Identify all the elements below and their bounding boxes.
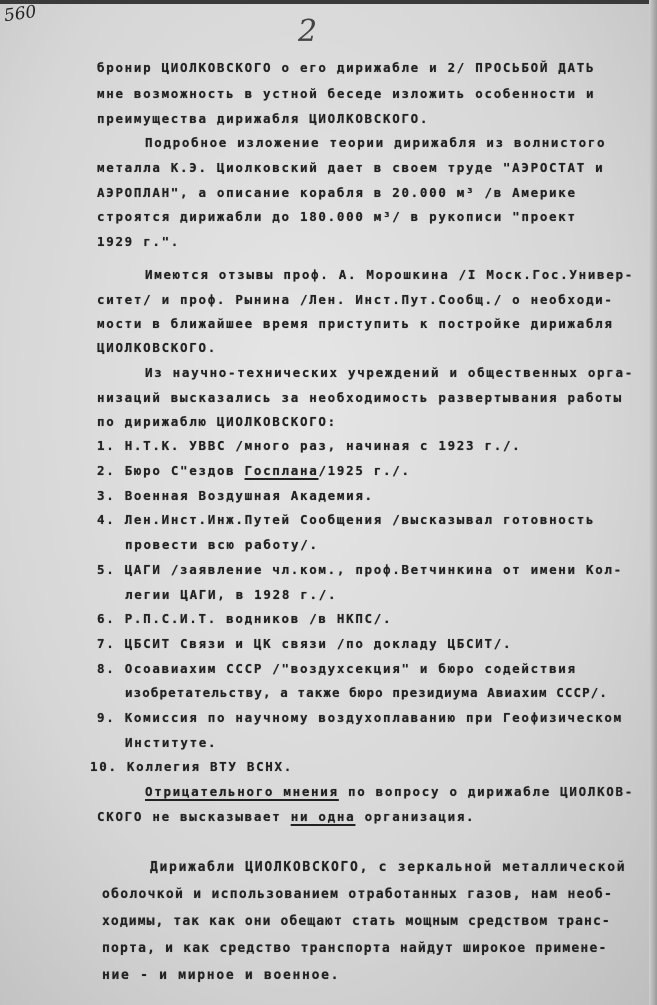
list-text: Бюро С"ездов bbox=[124, 463, 245, 478]
underlined-text: ни одна bbox=[290, 809, 356, 824]
list-item bbox=[97, 661, 577, 676]
text-span: СКОГО не высказывает bbox=[97, 809, 291, 824]
list-item-continuation: провести всю работу/. bbox=[125, 537, 319, 552]
list-text: Военная Воздушная Академия. bbox=[124, 488, 374, 503]
text-line: Имеются отзывы проф. А. Морошкина /I Моск.Гос.Универ- bbox=[145, 267, 634, 282]
scan-edge bbox=[649, 0, 657, 1005]
list-number: 1. bbox=[97, 438, 116, 453]
list-number: 6. bbox=[97, 611, 116, 626]
text-line: Дирижабли ЦИОЛКОВСКОГО, с зеркальной металлической bbox=[150, 860, 627, 875]
text-span: организация. bbox=[355, 809, 476, 824]
underlined-text: Отрицательного мнения bbox=[145, 784, 339, 799]
list-text: Н.Т.К. УВВС /много раз, начиная с 1923 г./. bbox=[124, 438, 522, 453]
list-item bbox=[97, 463, 411, 478]
list-item bbox=[97, 611, 392, 626]
list-text: ЦАГИ /заявление чл.ком., проф.Ветчинкина от имени Кол- bbox=[124, 562, 623, 577]
text-line: ситет/ и проф. Рынина /Лен. Инст.Пут.Сообщ./ о необходи- bbox=[97, 292, 614, 307]
list-text: Комиссия по научному воздухоплаванию при Геофизическом bbox=[124, 710, 623, 725]
list-number: 4. bbox=[97, 512, 116, 527]
list-item bbox=[97, 710, 623, 725]
text-line: мне возможность в устной беседе изложить особенности и bbox=[97, 86, 596, 101]
list-item bbox=[97, 512, 595, 527]
list-number: 3. bbox=[97, 488, 116, 503]
list-number: 7. bbox=[97, 636, 116, 651]
list-item-continuation: Институте. bbox=[125, 735, 218, 750]
underlined-text: Госплана bbox=[244, 463, 319, 478]
text-line: АЭРОПЛАН", а описание корабля в 20.000 м³ /в Америке bbox=[97, 185, 577, 200]
scan-edge bbox=[0, 0, 657, 4]
list-item-continuation: изобретательству, а также бюро президиума Авиахим СССР/. bbox=[125, 685, 609, 700]
text-line: по дирижаблю ЦИОЛКОВСКОГО: bbox=[97, 414, 337, 429]
list-item bbox=[97, 438, 521, 453]
list-text: Лен.Инст.Инж.Путей Сообщения /высказывал готовность bbox=[124, 512, 596, 527]
text-line: 1929 г.". bbox=[97, 234, 181, 249]
list-number: 10. bbox=[90, 759, 118, 774]
list-text: /1925 г./. bbox=[318, 463, 411, 478]
list-text: Осоавиахим СССР /"воздухсекция" и бюро содействия bbox=[124, 661, 577, 676]
list-text: Р.П.С.И.Т. водников /в НКПС/. bbox=[124, 611, 393, 626]
list-item bbox=[97, 488, 374, 503]
list-number: 8. bbox=[97, 661, 116, 676]
text-line: низаций высказались за необходимость развертывания работы bbox=[97, 390, 623, 405]
list-text: ЦБСИТ Связи и ЦК связи /по докладу ЦБСИТ/. bbox=[124, 636, 513, 651]
list-number: 5. bbox=[97, 562, 116, 577]
list-number: 9. bbox=[97, 710, 116, 725]
handwritten-sheet-number: 2 bbox=[298, 14, 318, 49]
text-line: порта, и как средство транспорта найдут широкое примене- bbox=[102, 941, 608, 956]
text-line: преимущества дирижабля ЦИОЛКОВСКОГО. bbox=[97, 111, 430, 126]
list-number: 2. bbox=[97, 463, 116, 478]
text-line bbox=[97, 809, 475, 824]
list-text: Коллегия ВТУ ВСНХ. bbox=[126, 759, 293, 774]
text-line: оболочкой и использованием отработанных газов, нам необ- bbox=[102, 887, 614, 902]
text-line: мости в ближайшее время приступить к постройке дирижабля bbox=[97, 316, 614, 331]
list-item bbox=[90, 759, 293, 774]
text-line: ние - и мирное и военное. bbox=[102, 968, 341, 983]
text-line: строятся дирижабли до 180.000 м³/ в рукописи "проект bbox=[97, 209, 577, 224]
list-item bbox=[97, 562, 623, 577]
list-item bbox=[97, 636, 512, 651]
handwritten-folio-number: 560 bbox=[2, 1, 38, 27]
text-line: ходимы, так как они обещают стать мощным средством транс- bbox=[102, 914, 611, 929]
text-line: бронир ЦИОЛКОВСКОГО о его дирижабле и 2/ ПРОСЬБОЙ ДАТЬ bbox=[97, 60, 596, 75]
list-item-continuation: легии ЦАГИ, в 1928 г./. bbox=[125, 587, 338, 602]
text-line: ЦИОЛКОВСКОГО. bbox=[97, 340, 217, 355]
text-line bbox=[145, 784, 634, 799]
text-line: Подробное изложение теории дирижабля из волнистого bbox=[145, 135, 607, 150]
text-line: металла К.Э. Циолковский дает в своем труде "АЭРОСТАТ и bbox=[97, 160, 605, 175]
text-line: Из научно-технических учреждений и общественных орга- bbox=[145, 365, 634, 380]
text-span: по вопросу о дирижабле ЦИОЛКОВ- bbox=[338, 784, 634, 799]
